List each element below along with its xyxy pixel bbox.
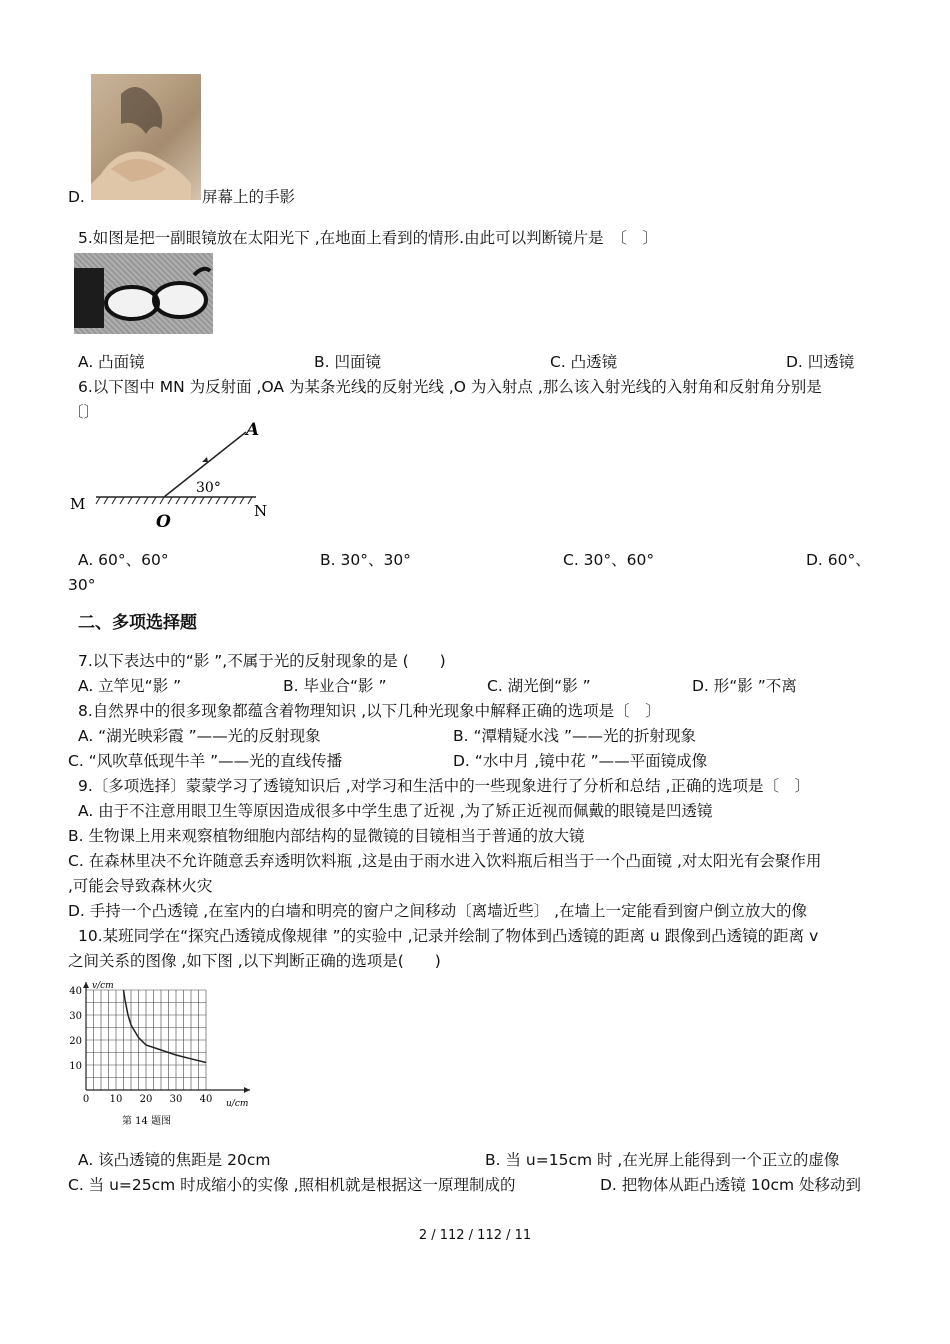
q7-option-d: D. 形“影 ”不离 <box>692 677 797 695</box>
q8-stem: 8.自然界中的很多现象都蕴含着物理知识 ,以下几种光现象中解释正确的选项是〔 〕 <box>78 702 661 720</box>
x-tick-label: 10 <box>109 1094 123 1105</box>
q7-option-b: B. 毕业合“影 ” <box>283 677 387 695</box>
q5-option-c: C. 凸透镜 <box>550 353 618 371</box>
label-o: O <box>156 512 171 532</box>
ray-arrow <box>202 457 208 462</box>
q9-option-c-line2: ,可能会导致森林火灾 <box>68 877 213 895</box>
y-axis-label: v/cm <box>92 981 114 991</box>
x-axis-arrow <box>244 1087 250 1093</box>
y-tick-label: 10 <box>69 1061 82 1072</box>
q6-option-b: B. 30°、30° <box>320 551 411 569</box>
label-n: N <box>254 502 268 520</box>
q6-option-d-wrap: 30° <box>68 576 96 594</box>
q8-option-c: C. “风吹草低现牛羊 ”——光的直线传播 <box>68 752 343 770</box>
q7-stem: 7.以下表达中的“影 ”,不属于光的反射现象的是 ( ) <box>78 652 446 670</box>
q5-option-a: A. 凸面镜 <box>78 353 145 371</box>
x-tick-label: 20 <box>139 1094 153 1105</box>
q5-option-d: D. 凹透镜 <box>786 353 855 371</box>
section-title: 二、多项选择题 <box>78 613 197 633</box>
q6-stem-line1: 6.以下图中 MN 为反射面 ,OA 为某条光线的反射光线 ,O 为入射点 ,那么该入射光线的入射角和反射角分别是 <box>78 378 822 396</box>
q10-option-a: A. 该凸透镜的焦距是 20cm <box>78 1151 271 1169</box>
q9-stem: 9.〔多项选择〕蒙蒙学习了透镜知识后 ,对学习和生活中的一些现象进行了分析和总结 ,正确的选项是〔 〕 <box>78 777 810 795</box>
q6-stem-line2: 〔〕 <box>68 403 100 421</box>
x-tick-label: 30 <box>169 1094 183 1105</box>
x-tick-label: 40 <box>199 1094 213 1105</box>
q10-option-c: C. 当 u=25cm 时成缩小的实像 ,照相机就是根据这一原理制成的 <box>68 1176 516 1194</box>
label-m: M <box>70 495 86 513</box>
q6-option-c: C. 30°、60° <box>563 551 655 569</box>
x-axis-label: u/cm <box>226 1099 249 1109</box>
q6-option-a: A. 60°、60° <box>78 551 169 569</box>
q5-option-b: B. 凹面镜 <box>314 353 381 371</box>
q10-option-d: D. 把物体从距凸透镜 10cm 处移动到 <box>600 1176 861 1194</box>
q9-option-b: B. 生物课上用来观察植物细胞内部结构的显微镜的目镜相当于普通的放大镜 <box>68 827 585 845</box>
uv-chart <box>60 978 260 1130</box>
chart-grid <box>86 990 206 1090</box>
q7-option-c: C. 湖光倒“影 ” <box>487 677 591 695</box>
page-number: 2 / 112 / 112 / 11 <box>418 1228 532 1243</box>
label-a: A <box>246 420 260 440</box>
q8-option-d: D. “水中月 ,镜中花 ”——平面镜成像 <box>453 752 708 770</box>
angle-label: 30° <box>196 480 221 496</box>
q5-stem: 5.如图是把一副眼镜放在太阳光下 ,在地面上看到的情形.由此可以判断镜片是 〔 〕 <box>78 229 658 247</box>
q4-option-d-text: 屏幕上的手影 <box>202 188 296 206</box>
glasses-photo <box>74 253 213 334</box>
reflection-diagram <box>66 418 276 533</box>
q8-option-b: B. “潭精疑水浅 ”——光的折射现象 <box>453 727 696 745</box>
y-axis-arrow <box>83 982 89 988</box>
y-tick-label: 40 <box>69 986 82 997</box>
q9-option-c-line1: C. 在森林里决不允许随意丢弃透明饮料瓶 ,这是由于雨水进入饮料瓶后相当于一个凸面镜 ,对太阳光有会聚作用 <box>68 852 822 870</box>
q10-stem-line2: 之间关系的图像 ,如下图 ,以下判断正确的选项是( ) <box>68 952 441 970</box>
q4-option-d-letter: D. <box>68 188 85 206</box>
hand-shadow-photo <box>91 74 201 200</box>
q10-stem-line1: 10.某班同学在“探究凸透镜成像规律 ”的实验中 ,记录并绘制了物体到凸透镜的距离 u 跟像到凸透镜的距离 v <box>78 927 819 945</box>
q10-option-b: B. 当 u=15cm 时 ,在光屏上能得到一个正立的虚像 <box>485 1151 840 1169</box>
y-tick-label: 30 <box>69 1011 82 1022</box>
x-tick-label: 0 <box>82 1094 90 1105</box>
series-line <box>124 990 207 1063</box>
q9-option-a: A. 由于不注意用眼卫生等原因造成很多中学生患了近视 ,为了矫正近视而佩戴的眼镜是凹透镜 <box>78 802 713 820</box>
q7-option-a: A. 立竿见“影 ” <box>78 677 182 695</box>
q9-option-d: D. 手持一个凸透镜 ,在室内的白墙和明亮的窗户之间移动〔离墙近些〕 ,在墙上一定能看到窗户倒立放大的像 <box>68 902 808 920</box>
chart-caption: 第 14 题图 <box>122 1116 172 1127</box>
q8-option-a: A. “湖光映彩霞 ”——光的反射现象 <box>78 727 321 745</box>
q6-option-d: D. 60°、 <box>806 551 871 569</box>
y-tick-label: 20 <box>69 1036 82 1047</box>
